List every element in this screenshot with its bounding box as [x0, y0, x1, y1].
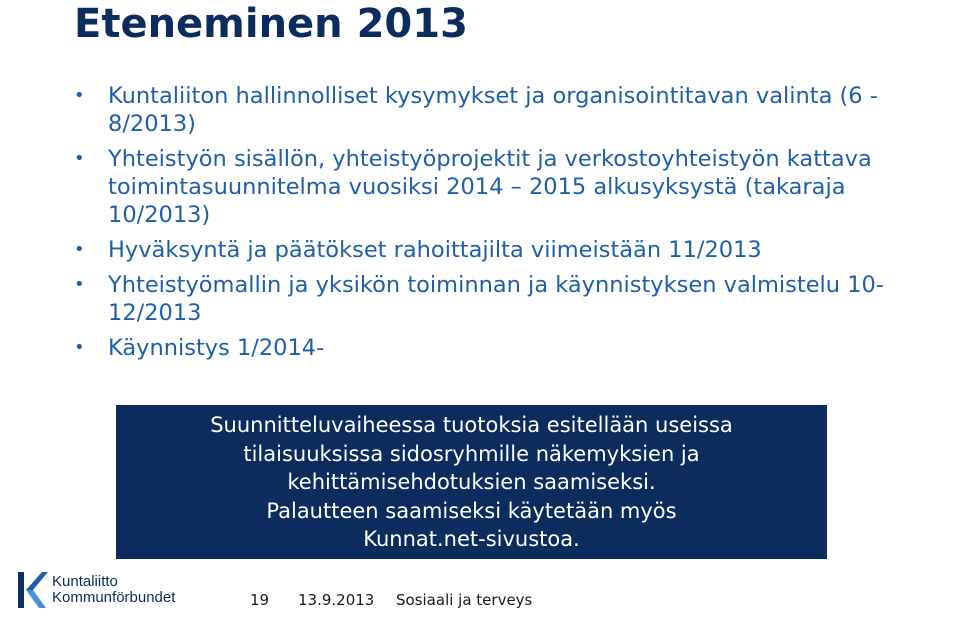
- highlight-line: kehittämisehdotuksien saamiseksi.: [287, 470, 656, 494]
- highlight-line: Kunnat.net-sivustoa.: [363, 527, 580, 551]
- bullet-text: Kuntaliiton hallinnolliset kysymykset ja organisointitavan valinta (6 - 8/2013): [108, 83, 878, 137]
- logo-line-2: Kommunförbundet: [52, 589, 176, 606]
- kuntaliitto-logo-icon: [14, 568, 48, 612]
- bullet-item: [68, 145, 888, 229]
- bullet-text: Käynnistys 1/2014-: [108, 335, 325, 361]
- bullet-icon: •: [74, 274, 85, 295]
- logo-text: [52, 574, 175, 606]
- slide-title: Eteneminen 2013: [74, 1, 468, 47]
- highlight-line: Palautteen saamiseksi käytetään myös: [266, 498, 677, 523]
- highlight-line: Suunnitteluvaiheessa tuotoksia esitellään useissa: [210, 413, 733, 437]
- highlight-line: tilaisuuksissa sidosryhmille näkemyksien ja: [243, 441, 700, 466]
- bullet-icon: •: [74, 85, 85, 106]
- bullet-text: Yhteistyön sisällön, yhteistyöprojektit ja verkostoyhteistyön kattava toimintasuunnitelma vuosiksi 2014 – 2015 alkusyksystä (takaraja 10/2013): [108, 146, 872, 228]
- bullet-item: [68, 82, 888, 138]
- highlight-box: [116, 405, 827, 559]
- bullet-icon: •: [74, 337, 85, 358]
- bullet-icon: •: [74, 148, 85, 169]
- bullet-text: Yhteistyömallin ja yksikön toiminnan ja käynnistyksen valmistelu 10-12/2013: [108, 272, 884, 326]
- kuntaliitto-logo: [14, 568, 204, 612]
- bullet-list: [68, 82, 888, 369]
- footer-section: Sosiaali ja terveys: [396, 591, 533, 609]
- bullet-item: [68, 236, 888, 264]
- bullet-item: [68, 271, 888, 327]
- logo-line-1: Kuntaliitto: [52, 573, 118, 590]
- bullet-item: [68, 334, 888, 362]
- bullet-text: Hyväksyntä ja päätökset rahoittajilta viimeistään 11/2013: [108, 237, 762, 263]
- page-number: 19: [250, 591, 270, 609]
- bullet-icon: •: [74, 239, 85, 260]
- footer-date: 13.9.2013: [298, 591, 375, 609]
